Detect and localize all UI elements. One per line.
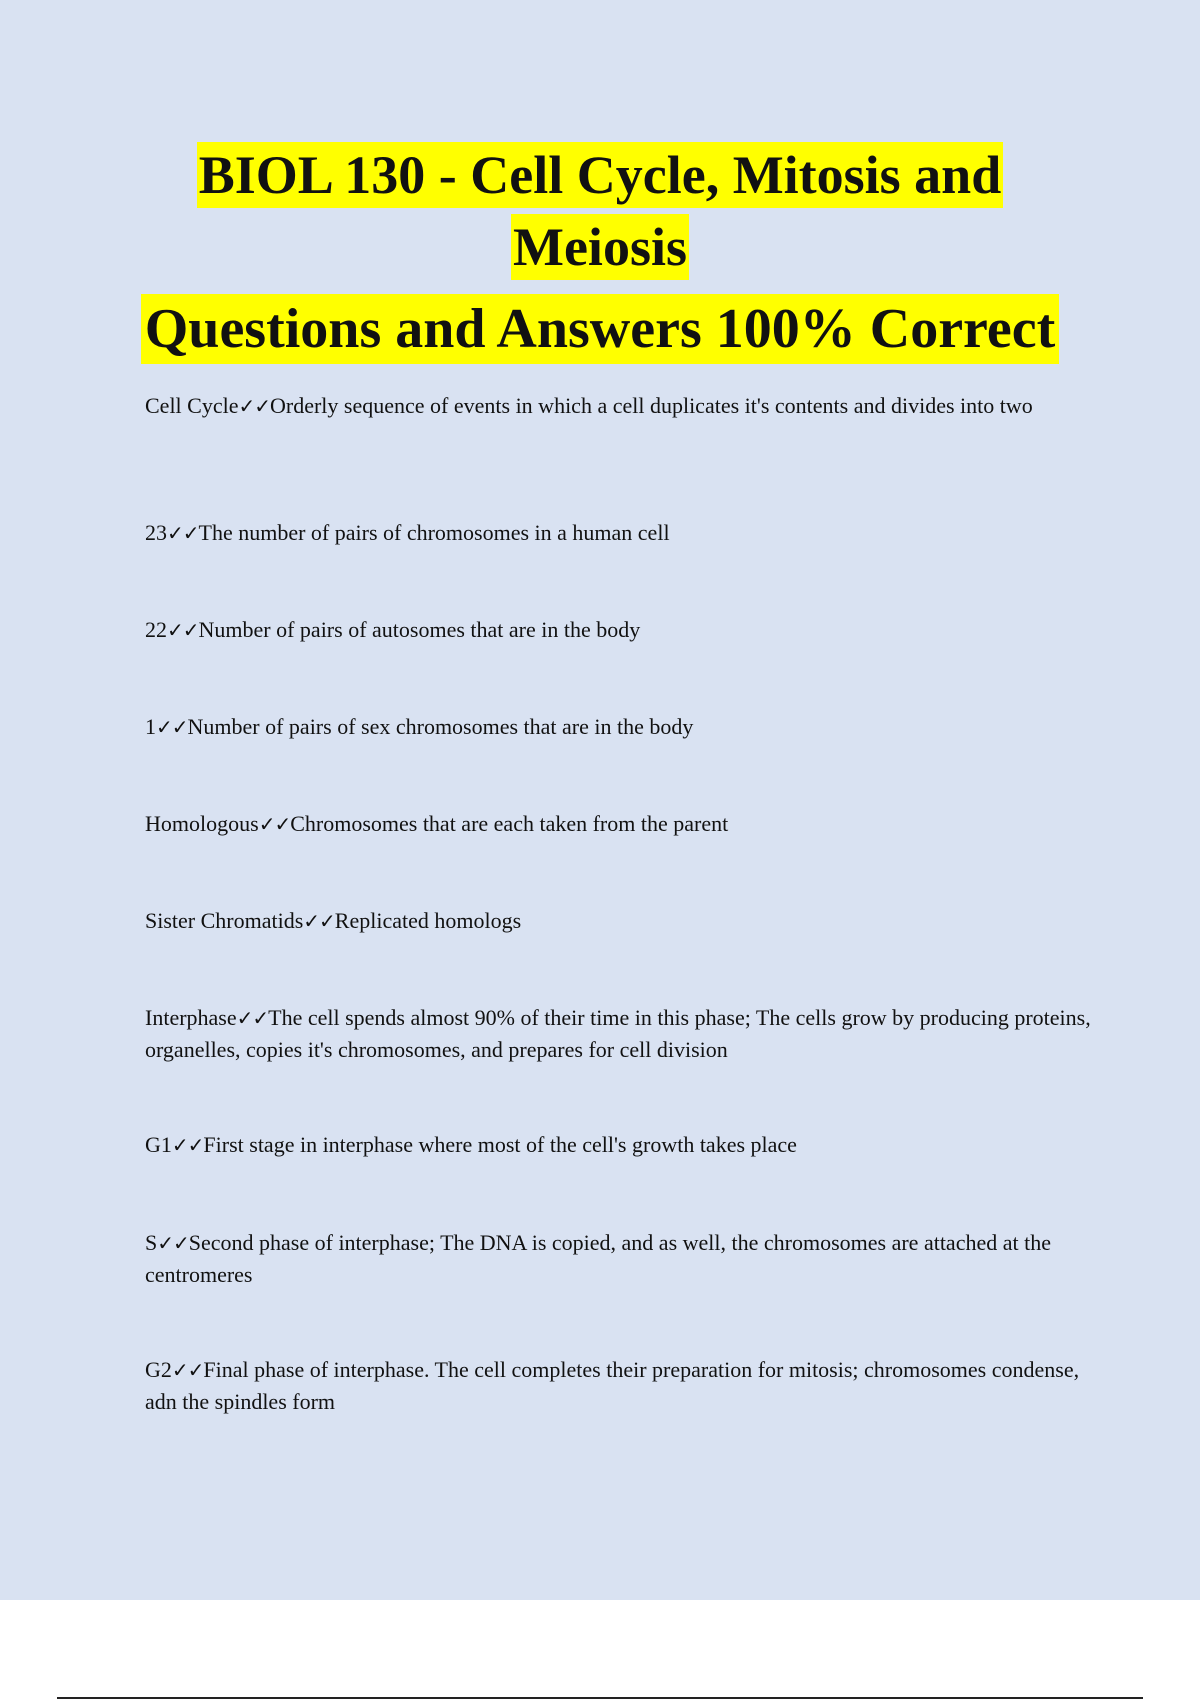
qa-item: [145, 905, 521, 937]
qa-definition: Replicated homologs: [334, 908, 522, 933]
qa-definition: Final phase of interphase. The cell completes their preparation for mitosis; chromosomes condense, adn the spindles form: [145, 1357, 1080, 1414]
qa-item: [145, 1129, 797, 1161]
qa-term: Sister Chromatids: [145, 908, 304, 933]
check-marks-icon: ✓✓: [157, 1231, 189, 1255]
qa-definition: First stage in interphase where most of the cell's growth takes place: [203, 1132, 797, 1157]
qa-item: [145, 1227, 1095, 1290]
qa-item: [145, 1354, 1095, 1417]
qa-item: [145, 614, 640, 646]
check-marks-icon: ✓✓: [303, 909, 335, 933]
qa-definition: Number of pairs of autosomes that are in the body: [198, 617, 641, 642]
check-marks-icon: ✓✓: [171, 1358, 204, 1382]
qa-term: Interphase: [145, 1005, 237, 1030]
qa-definition: Second phase of interphase; The DNA is copied, and as well, the chromosomes are attached at the centromeres: [145, 1230, 1051, 1287]
page-title-line-2: Meiosis: [511, 214, 689, 280]
qa-term: S: [145, 1230, 158, 1255]
qa-term: 1: [145, 714, 156, 739]
qa-definition: Number of pairs of sex chromosomes that are in the body: [187, 714, 694, 739]
check-marks-icon: ✓✓: [167, 521, 199, 545]
qa-term: 22: [145, 617, 167, 642]
page-subtitle: Questions and Answers 100% Correct: [141, 294, 1060, 364]
check-marks-icon: ✓✓: [236, 1006, 269, 1030]
qa-definition: Orderly sequence of events in which a cell duplicates it's contents and divides into two: [270, 393, 1033, 418]
check-marks-icon: ✓✓: [156, 715, 188, 739]
page-title-line-1: BIOL 130 - Cell Cycle, Mitosis and: [197, 142, 1004, 208]
qa-item: [145, 1002, 1095, 1065]
qa-definition: Chromosomes that are each taken from the parent: [290, 811, 729, 836]
check-marks-icon: ✓✓: [171, 1133, 204, 1157]
qa-item: [145, 517, 670, 549]
check-marks-icon: ✓✓: [167, 618, 199, 642]
qa-definition: The number of pairs of chromosomes in a human cell: [198, 520, 670, 545]
qa-term: G2: [145, 1357, 172, 1382]
subtitle-row: [0, 294, 1200, 364]
title-block: [0, 142, 1200, 364]
check-marks-icon: ✓✓: [238, 394, 270, 418]
qa-term: 23: [145, 520, 167, 545]
title-row-2: [0, 214, 1200, 280]
check-marks-icon: ✓✓: [258, 812, 291, 836]
qa-item: [145, 711, 693, 743]
qa-term: Homologous: [145, 811, 259, 836]
qa-term: G1: [145, 1132, 172, 1157]
qa-item: [145, 390, 1033, 422]
qa-definition: The cell spends almost 90% of their time in this phase; The cells grow by producing proteins, organelles, copies it's chromosomes, and prepares for cell division: [145, 1005, 1091, 1062]
qa-term: Cell Cycle: [145, 393, 239, 418]
footer-divider: [57, 1697, 1143, 1699]
title-row-1: [0, 142, 1200, 208]
qa-item: [145, 808, 728, 840]
